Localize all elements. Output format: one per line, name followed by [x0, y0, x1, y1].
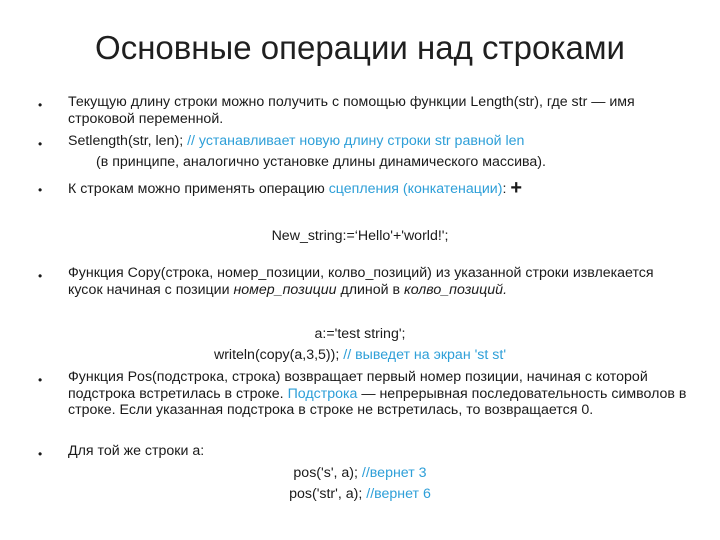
bullet-concat — [68, 177, 690, 199]
copy-example-assign: a:='test string'; — [314, 326, 406, 342]
pos-example-1 — [0, 465, 720, 482]
bullet-marker: • — [38, 98, 43, 112]
bullet-marker: • — [38, 373, 43, 387]
bullet-pos — [68, 369, 690, 419]
pos1-code: pos('s', a); — [293, 465, 358, 481]
writeln-code: writeln(copy(a,3,5)); — [213, 347, 340, 363]
bullet-marker: • — [38, 183, 43, 197]
copy-param-count: колво_позиций. — [404, 281, 508, 298]
copy-text-2: длиной в — [336, 281, 404, 298]
concat-text: К строкам можно применять операцию — [68, 181, 329, 197]
bullet-setlength — [68, 133, 690, 150]
writeln-comment: // выведет на экран 'st st' — [339, 347, 507, 363]
setlength-note: (в принципе, аналогично установке длины динамического массива). — [96, 154, 546, 170]
pos2-code: pos('str', a); — [289, 486, 363, 502]
bullet-length: Текущую длину строки можно получить с помощью функции Length(str), где str — имя строковой переменной. — [68, 94, 635, 127]
copy-text: Функция Copy(строка, номер_позиции, колво_позиций) из указанной строки извлекается кусок начиная с позиции — [68, 265, 654, 298]
concat-term: сцепления (конкатенации) — [328, 181, 503, 197]
bullet-copy — [68, 265, 690, 298]
pos-text-2: — непрерывная последовательность символов в строке. Если указанная подстрока в строке не встретилась, то возвращается 0. — [68, 385, 687, 418]
pos-term: Подстрока — [287, 385, 358, 402]
slide-title: Основные операции над строками — [95, 29, 625, 66]
pos-text: Функция Pos(подстрока, строка) возвращает первый номер позиции, начиная с которой подстрока встретилась в строке. — [68, 369, 648, 402]
bullet-same-string: Для той же строки a: — [68, 443, 205, 459]
pos-example-2 — [0, 486, 720, 503]
copy-param-position: номер_позиции — [233, 281, 337, 298]
pos1-comment: //вернет 3 — [357, 465, 427, 481]
copy-example-writeln — [0, 347, 720, 364]
setlength-comment: // устанавливает новую длину строки str равной len — [183, 133, 525, 149]
bullet-marker: • — [38, 269, 43, 283]
plus-symbol: + — [510, 177, 523, 199]
setlength-code: Setlength(str, len); — [68, 133, 184, 149]
bullet-marker: • — [38, 137, 43, 151]
concat-colon: : — [502, 181, 511, 197]
concat-example: New_string:=‘Hello'+'world!'; — [271, 228, 449, 244]
bullet-marker: • — [38, 447, 43, 461]
pos2-comment: //вернет 6 — [362, 486, 431, 502]
